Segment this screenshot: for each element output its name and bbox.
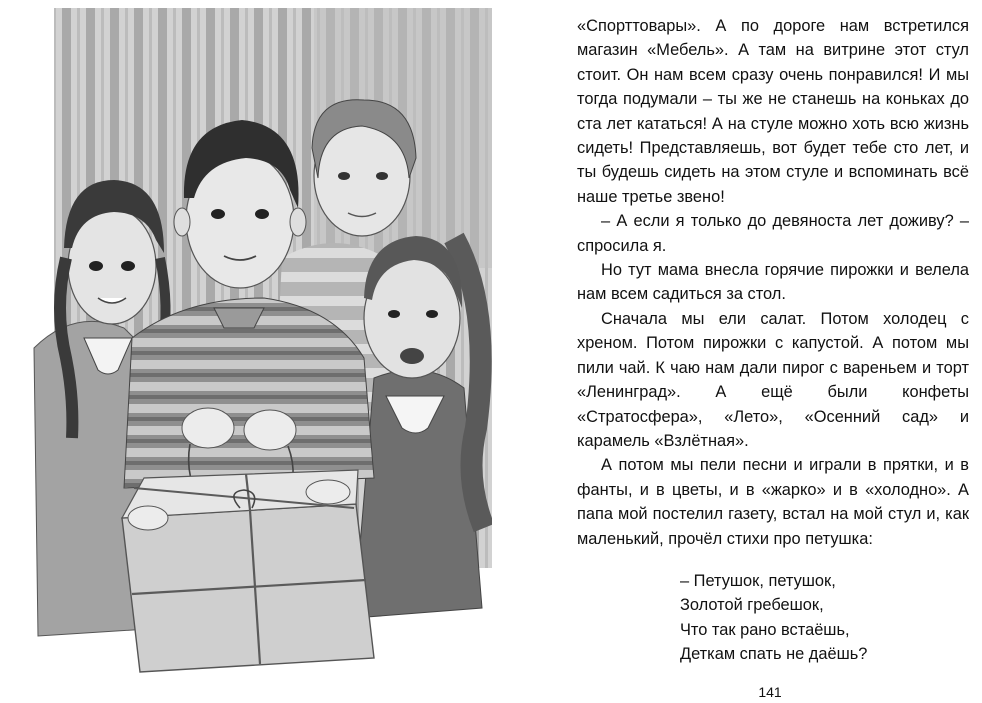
paragraph: Сначала мы ели салат. Потом холодец с хреном. Потом пирожки с капустой. А потом мы пили чай. К чаю нам дали пирог с вареньем и торт «Ленинград». А ещё были конфеты «Стратосфера», «Лето», «Осенний сад» и карамель «Взлётная».: [577, 309, 969, 450]
paragraph: А потом мы пели песни и играли в прятки, и в фанты, и в цветы, и в «жарко» и в «холодно». А папа мой постелил газету, встал на мой стул и, как маленький, прочёл стихи про петушка:: [577, 456, 969, 548]
verse-line: – Петушок, петушок,: [680, 571, 836, 590]
poem-verse: [680, 569, 969, 667]
paragraph: Но тут мама внесла горячие пирожки и велела нам всем садиться за стол.: [577, 261, 969, 304]
paragraph: «Спорттовары». А по дороге нам встретился магазин «Мебель». А там на витрине этот стул стоит. Он нам всем сразу очень понравился! И мы тогда подумали – ты же не станешь на коньках до ста лет кататься! А на стуле можно хоть всю жизнь сидеть! Представляешь, вот будет тебе сто лет, и ты будешь сидеть на этом стуле и вспоминать всё наше третье звено!: [577, 17, 969, 206]
verse-line: Золотой гребешок,: [680, 596, 824, 615]
paragraph: – А если я только до девяноста лет доживу? – спросила я.: [577, 212, 969, 255]
verse-line: Что так рано встаёшь,: [680, 620, 850, 639]
page-number: 141: [758, 684, 782, 700]
verse-line: Деткам спать не даёшь?: [680, 645, 868, 664]
children-with-gift-illustration: [14, 8, 492, 680]
text-page: [577, 14, 969, 667]
